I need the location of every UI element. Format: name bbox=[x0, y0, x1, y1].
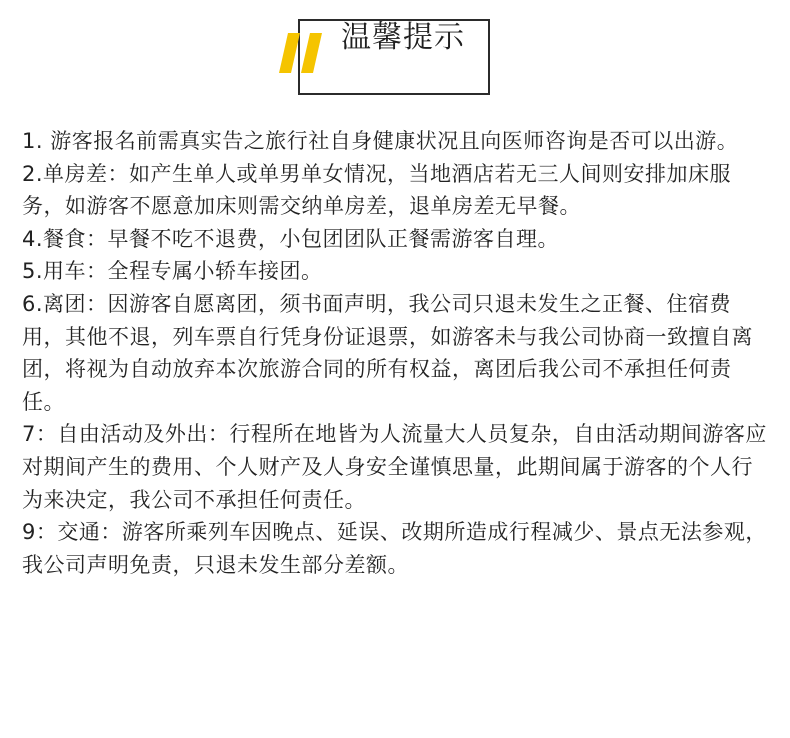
notice-meals: 4.餐食：早餐不吃不退费，小包团团队正餐需游客自理。 bbox=[22, 226, 560, 251]
notice-leaving-group: 6.离团：因游客自愿离团，须书面声明，我公司只退未发生之正餐、住宿费用，其他不退，列车票自行凭身份证退票，如游客未与我公司协商一致擅自离团，将视为自动放弃本次旅游合同的所有权益，离团后我公司不承担任何责任。 bbox=[22, 291, 753, 414]
notice-list bbox=[22, 125, 774, 581]
notice-transport: 9：交通：游客所乘列车因晚点、延误、改期所造成行程减少、景点无法参观，我公司声明免责，只退未发生部分差额。 bbox=[22, 520, 767, 577]
double-slash-quote-icon bbox=[279, 33, 323, 73]
quote-stroke-left bbox=[279, 33, 300, 73]
notice-health: 1. 游客报名前需真实告之旅行社自身健康状况且向医师咨询是否可以出游。 bbox=[22, 129, 739, 153]
page-title: 温馨提示 bbox=[341, 20, 465, 55]
notice-free-activity: 7：自由活动及外出：行程所在地皆为人流量大人员复杂，自由活动期间游客应对期间产生的费用、个人财产及人身安全谨慎思量，此期间属于游客的个人行为来决定，我公司不承担任何责任。 bbox=[22, 422, 767, 512]
notice-vehicle: 5.用车：全程专属小轿车接团。 bbox=[22, 259, 323, 284]
notice-single-room: 2.单房差：如产生单人或单男单女情况，当地酒店若无三人间则安排加床服务，如游客不愿意加床则需交纳单房差，退单房差无早餐。 bbox=[22, 161, 732, 219]
quote-stroke-right bbox=[301, 33, 322, 73]
